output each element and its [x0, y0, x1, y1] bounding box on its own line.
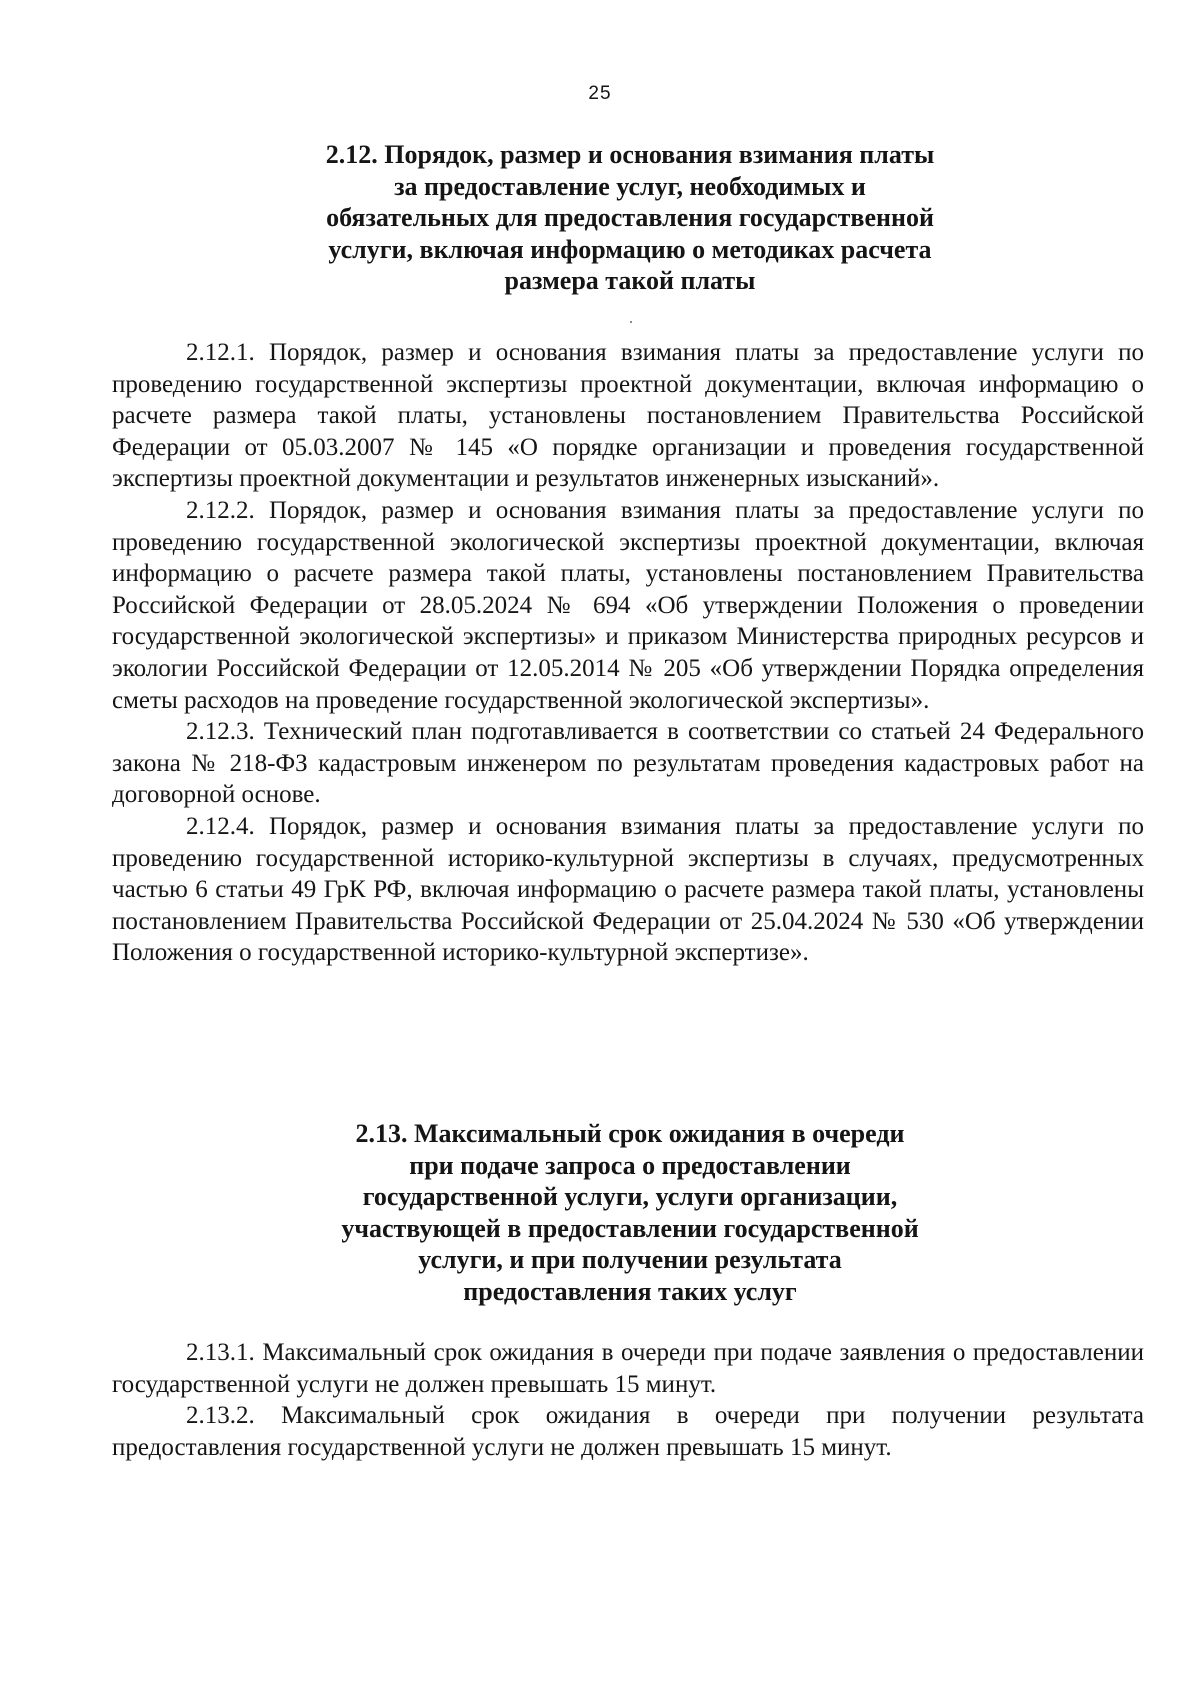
- section-body-2-13: [112, 1337, 1144, 1463]
- section-body-2-12: [112, 337, 1144, 969]
- scan-dot-mark: [630, 321, 632, 323]
- heading-line: обязательных для предоставления государственной: [326, 203, 934, 232]
- heading-line: 2.12. Порядок, размер и основания взимания платы: [325, 140, 935, 169]
- heading-line: участвующей в предоставлении государственной: [341, 1213, 919, 1243]
- heading-line: предоставления таких услуг: [463, 1276, 797, 1306]
- heading-line: при подаче запроса о предоставлении: [409, 1150, 851, 1180]
- paragraph-2-13-1: 2.13.1. Максимальный срок ожидания в очереди при подаче заявления о предоставлении государственной услуги не должен превышать 15 минут.: [112, 1339, 1144, 1398]
- heading-line: услуги, и при получении результата: [418, 1245, 842, 1274]
- section-heading-2-12: [0, 139, 1200, 297]
- page-number: 25: [588, 83, 612, 104]
- paragraph-2-12-2: 2.12.2. Порядок, размер и основания взимания платы за предоставление услуги по проведению государственной экологической экспертизы проектной документации, включая информацию о расчете размера такой платы, установлены постановлением Правительства Российской Федерации от 28.05.2024 № 694 «Об утверждении Положения о проведении государственной экологической экспертизы» и приказом Министерства природных ресурсов и экологии Российской Федерации от 12.05.2014 № 205 «Об утверждении Порядка определения сметы расходов на проведение государственной экологической экспертизы».: [112, 496, 1144, 714]
- paragraph-2-13-2: 2.13.2. Максимальный срок ожидания в очереди при получении результата предоставления государственной услуги не должен превышать 15 минут.: [112, 1402, 1144, 1461]
- heading-line: государственной услуги, услуги организации,: [362, 1182, 898, 1211]
- heading-line: за предоставление услуг, необходимых и: [394, 171, 866, 201]
- heading-line: услуги, включая информацию о методиках расчета: [328, 234, 932, 264]
- paragraph-2-12-1: 2.12.1. Порядок, размер и основания взимания платы за предоставление услуги по проведению государственной экспертизы проектной документации, включая информацию о расчете размера такой платы, установлены постановлением Правительства Российской Федерации от 05.03.2007 № 145 «О порядке организации и проведения государственной экспертизы проектной документации и результатов инженерных изысканий».: [112, 339, 1144, 493]
- heading-line: размера такой платы: [504, 266, 756, 295]
- section-heading-2-13: [0, 1118, 1200, 1307]
- paragraph-2-12-3: 2.12.3. Технический план подготавливается в соответствии со статьей 24 Федерального закона № 218-ФЗ кадастровым инженером по результатам проведения кадастровых работ на договорной основе.: [112, 718, 1144, 809]
- heading-line: 2.13. Максимальный срок ожидания в очереди: [355, 1119, 905, 1148]
- paragraph-2-12-4: 2.12.4. Порядок, размер и основания взимания платы за предоставление услуги по проведению государственной историко-культурной экспертизы в случаях, предусмотренных частью 6 статьи 49 ГрК РФ, включая информацию о расчете размера такой платы, установлены постановлением Правительства Российской Федерации от 25.04.2024 № 530 «Об утверждении Положения о государственной историко-культурной экспертизе».: [112, 812, 1144, 967]
